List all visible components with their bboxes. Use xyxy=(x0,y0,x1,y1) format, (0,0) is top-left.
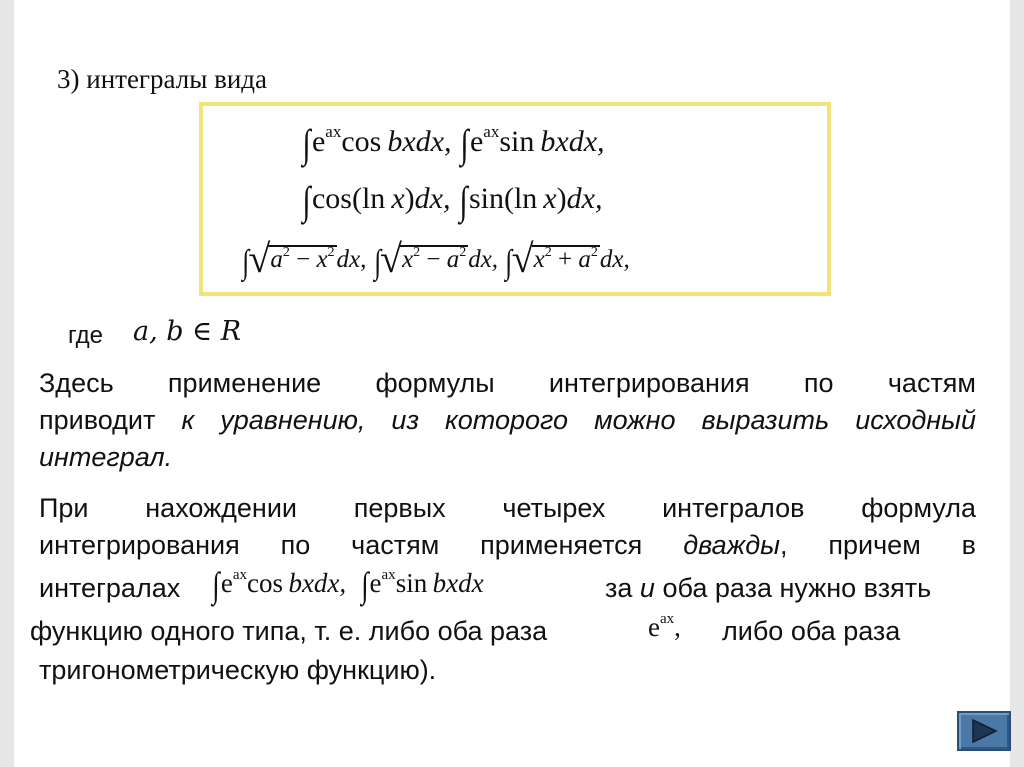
where-math: a, b ∈ R xyxy=(133,316,242,347)
inline-eax: $e^{ax}$, xyxy=(648,611,681,642)
paragraph-2: При нахождении первых четырех интегралов формула интегрирования по частям применяется дважды, причем в xyxy=(39,493,976,560)
formula-row-2: ∫cos(ln x)dx, ∫sin(ln x)dx, xyxy=(302,178,603,223)
paragraph-1: Здесь применение формулы интегрирования по частям приводит к уравнению, из которого можно выразить исходный интеграл. xyxy=(39,368,976,472)
formula-row-1: $\int e^{ax}\cos$ bxdx, $\int e^{ax}\sin$ bxdx, xyxy=(302,121,605,166)
where-label: где xyxy=(68,322,104,349)
right-frame xyxy=(1010,0,1024,767)
para2-line4-prefix: функцию одного типа, т. е. либо оба раза xyxy=(30,616,548,646)
para2-line3-prefix: интегралах xyxy=(39,573,181,603)
para2-line5: тригонометрическую функцию). xyxy=(39,655,437,685)
next-slide-button[interactable] xyxy=(957,711,1011,751)
inline-formula: $\int e^{ax}\cos$ bxdx, $\int e^{ax}\sin$ bxdx xyxy=(212,565,484,605)
section-heading: 3) интегралы вида xyxy=(57,64,268,94)
para2-line3-suffix: за u оба раза нужно взять xyxy=(605,573,932,603)
formula-row-3: ∫ √ $a^2 - x^2dx$, ∫ √ $x^2 - a^2dx$, ∫ √ $x^2 + a^2dx$, xyxy=(242,236,630,281)
formula-box xyxy=(199,102,831,296)
play-triangle-icon xyxy=(969,718,999,744)
para2-line4-suffix: либо оба раза xyxy=(722,616,901,646)
left-frame xyxy=(0,0,14,767)
